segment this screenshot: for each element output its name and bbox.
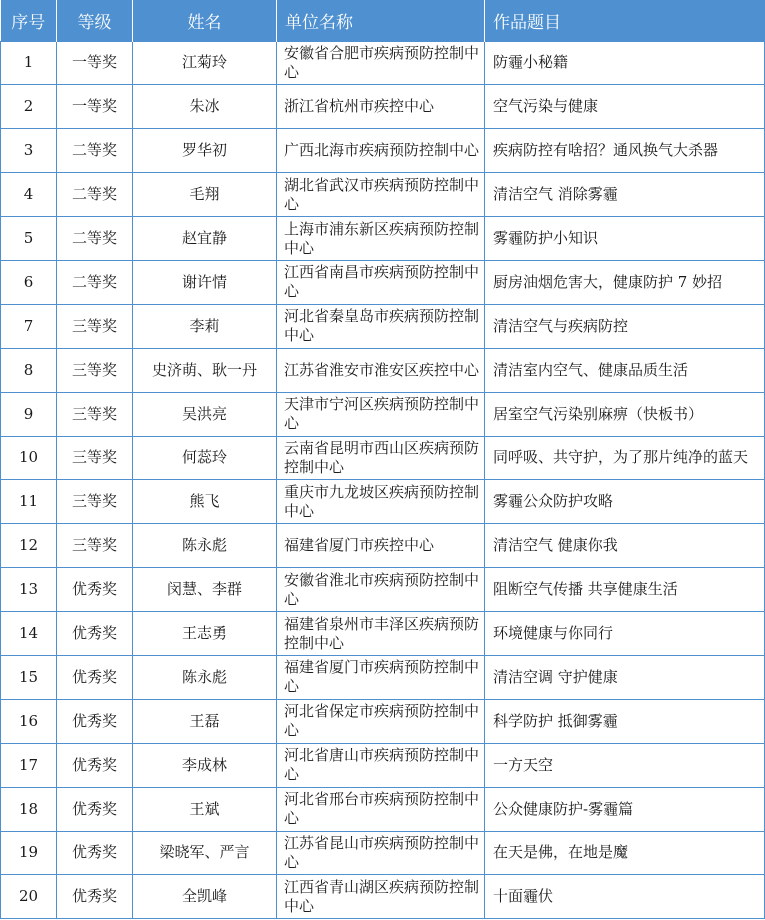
- cell-index: 11: [1, 480, 57, 524]
- cell-grade: 三等奖: [57, 436, 133, 480]
- cell-title: 空气污染与健康: [485, 85, 765, 129]
- cell-index: 5: [1, 217, 57, 261]
- cell-index: 2: [1, 85, 57, 129]
- cell-title: 疾病防控有啥招？通风换气大杀器: [485, 129, 765, 173]
- cell-grade: 优秀奖: [57, 655, 133, 699]
- cell-name: 朱冰: [133, 85, 277, 129]
- table-row: [1, 129, 765, 173]
- cell-name: 梁晓军、严言: [133, 831, 277, 875]
- header-unit: 单位名称: [277, 0, 485, 41]
- cell-name: 谢许情: [133, 260, 277, 304]
- cell-name: 熊飞: [133, 480, 277, 524]
- header-name: 姓名: [133, 0, 277, 41]
- table-row: [1, 85, 765, 129]
- cell-grade: 一等奖: [57, 85, 133, 129]
- table-body: [1, 41, 765, 919]
- table-row: [1, 612, 765, 656]
- cell-grade: 优秀奖: [57, 787, 133, 831]
- cell-grade: 二等奖: [57, 173, 133, 217]
- cell-name: 陈永彪: [133, 524, 277, 568]
- cell-unit: 河北省秦皇岛市疾病预防控制中心: [277, 304, 485, 348]
- cell-name: 毛翔: [133, 173, 277, 217]
- cell-unit: 福建省泉州市丰泽区疾病预防控制中心: [277, 612, 485, 656]
- header-index: 序号: [1, 0, 57, 41]
- cell-title: 十面霾伏: [485, 875, 765, 919]
- cell-title: 雾霾防护小知识: [485, 217, 765, 261]
- table-row: [1, 260, 765, 304]
- cell-name: 史济萌、耿一丹: [133, 348, 277, 392]
- cell-unit: 安徽省淮北市疾病预防控制中心: [277, 568, 485, 612]
- cell-title: 科学防护 抵御雾霾: [485, 699, 765, 743]
- header-title: 作品题目: [493, 12, 561, 33]
- cell-index: 13: [1, 568, 57, 612]
- cell-title: 清洁空气 健康你我: [485, 524, 765, 568]
- table-row: [1, 348, 765, 392]
- cell-title: 雾霾公众防护攻略: [485, 480, 765, 524]
- table-header: [1, 0, 765, 41]
- cell-unit: 安徽省合肥市疾病预防控制中心: [277, 41, 485, 85]
- cell-name: 李成林: [133, 743, 277, 787]
- cell-unit: 福建省厦门市疾病预防控制中心: [277, 655, 485, 699]
- cell-title: 清洁空调 守护健康: [485, 655, 765, 699]
- cell-title: 同呼吸、共守护，为了那片纯净的蓝天: [485, 436, 765, 480]
- cell-title: 阻断空气传播 共享健康生活: [485, 568, 765, 612]
- cell-grade: 一等奖: [57, 41, 133, 85]
- cell-grade: 二等奖: [57, 217, 133, 261]
- cell-unit: 江西省青山湖区疾病预防控制中心: [277, 875, 485, 919]
- cell-index: 12: [1, 524, 57, 568]
- cell-grade: 三等奖: [57, 304, 133, 348]
- cell-unit: 江苏省淮安市淮安区疾控中心: [277, 348, 485, 392]
- cell-unit: 上海市浦东新区疾病预防控制中心: [277, 217, 485, 261]
- cell-index: 10: [1, 436, 57, 480]
- table-row: [1, 392, 765, 436]
- cell-index: 17: [1, 743, 57, 787]
- table-row: [1, 173, 765, 217]
- cell-title: 清洁空气 消除雾霾: [485, 173, 765, 217]
- cell-unit: 浙江省杭州市疾控中心: [277, 85, 485, 129]
- cell-grade: 优秀奖: [57, 612, 133, 656]
- table-row: [1, 655, 765, 699]
- table-row: [1, 831, 765, 875]
- cell-index: 20: [1, 875, 57, 919]
- cell-unit: 江西省南昌市疾病预防控制中心: [277, 260, 485, 304]
- table-row: [1, 524, 765, 568]
- cell-index: 18: [1, 787, 57, 831]
- table-row: [1, 699, 765, 743]
- cell-name: 王斌: [133, 787, 277, 831]
- cell-title: 清洁空气与疾病防控: [485, 304, 765, 348]
- cell-title: 清洁室内空气、健康品质生活: [485, 348, 765, 392]
- table-row: [1, 568, 765, 612]
- cell-unit: 河北省保定市疾病预防控制中心: [277, 699, 485, 743]
- table-row: [1, 41, 765, 85]
- cell-title: 环境健康与你同行: [485, 612, 765, 656]
- cell-unit: 湖北省武汉市疾病预防控制中心: [277, 173, 485, 217]
- cell-name: 何蕊玲: [133, 436, 277, 480]
- cell-unit: 重庆市九龙坡区疾病预防控制中心: [277, 480, 485, 524]
- cell-grade: 三等奖: [57, 392, 133, 436]
- cell-name: 闵慧、李群: [133, 568, 277, 612]
- table-row: [1, 875, 765, 919]
- table-row: [1, 480, 765, 524]
- cell-index: 4: [1, 173, 57, 217]
- cell-grade: 二等奖: [57, 260, 133, 304]
- cell-index: 1: [1, 41, 57, 85]
- cell-title: 防霾小秘籍: [485, 41, 765, 85]
- cell-name: 李莉: [133, 304, 277, 348]
- cell-unit: 河北省邢台市疾病预防控制中心: [277, 787, 485, 831]
- cell-grade: 优秀奖: [57, 831, 133, 875]
- cell-name: 吴洪亮: [133, 392, 277, 436]
- cell-title: 公众健康防护-雾霾篇: [485, 787, 765, 831]
- header-grade: 等级: [57, 0, 133, 41]
- cell-title: 一方天空: [485, 743, 765, 787]
- cell-grade: 三等奖: [57, 480, 133, 524]
- cell-title: 厨房油烟危害大，健康防护 7 妙招: [485, 260, 765, 304]
- cell-index: 15: [1, 655, 57, 699]
- cell-name: 赵宜静: [133, 217, 277, 261]
- cell-unit: 云南省昆明市西山区疾病预防控制中心: [277, 436, 485, 480]
- table-row: [1, 436, 765, 480]
- cell-unit: 天津市宁河区疾病预防控制中心: [277, 392, 485, 436]
- cell-name: 江菊玲: [133, 41, 277, 85]
- cell-unit: 江苏省昆山市疾病预防控制中心: [277, 831, 485, 875]
- cell-unit: 河北省唐山市疾病预防控制中心: [277, 743, 485, 787]
- cell-index: 19: [1, 831, 57, 875]
- cell-index: 3: [1, 129, 57, 173]
- cell-index: 7: [1, 304, 57, 348]
- cell-grade: 二等奖: [57, 129, 133, 173]
- cell-index: 16: [1, 699, 57, 743]
- cell-index: 6: [1, 260, 57, 304]
- cell-index: 8: [1, 348, 57, 392]
- cell-unit: 福建省厦门市疾控中心: [277, 524, 485, 568]
- cell-index: 9: [1, 392, 57, 436]
- cell-grade: 三等奖: [57, 524, 133, 568]
- table-row: [1, 743, 765, 787]
- table-row: [1, 787, 765, 831]
- cell-grade: 优秀奖: [57, 743, 133, 787]
- cell-name: 王磊: [133, 699, 277, 743]
- cell-title: 居室空气污染别麻痹（快板书）: [485, 392, 765, 436]
- header-row: [1, 0, 765, 41]
- cell-grade: 优秀奖: [57, 875, 133, 919]
- table-row: [1, 217, 765, 261]
- cell-name: 全凯峰: [133, 875, 277, 919]
- cell-name: 陈永彪: [133, 655, 277, 699]
- cell-grade: 三等奖: [57, 348, 133, 392]
- cell-grade: 优秀奖: [57, 699, 133, 743]
- cell-title: 在天是佛，在地是魔: [485, 831, 765, 875]
- cell-unit: 广西北海市疾病预防控制中心: [277, 129, 485, 173]
- table-row: [1, 304, 765, 348]
- cell-grade: 优秀奖: [57, 568, 133, 612]
- cell-index: 14: [1, 612, 57, 656]
- cell-name: 罗华初: [133, 129, 277, 173]
- cell-name: 王志勇: [133, 612, 277, 656]
